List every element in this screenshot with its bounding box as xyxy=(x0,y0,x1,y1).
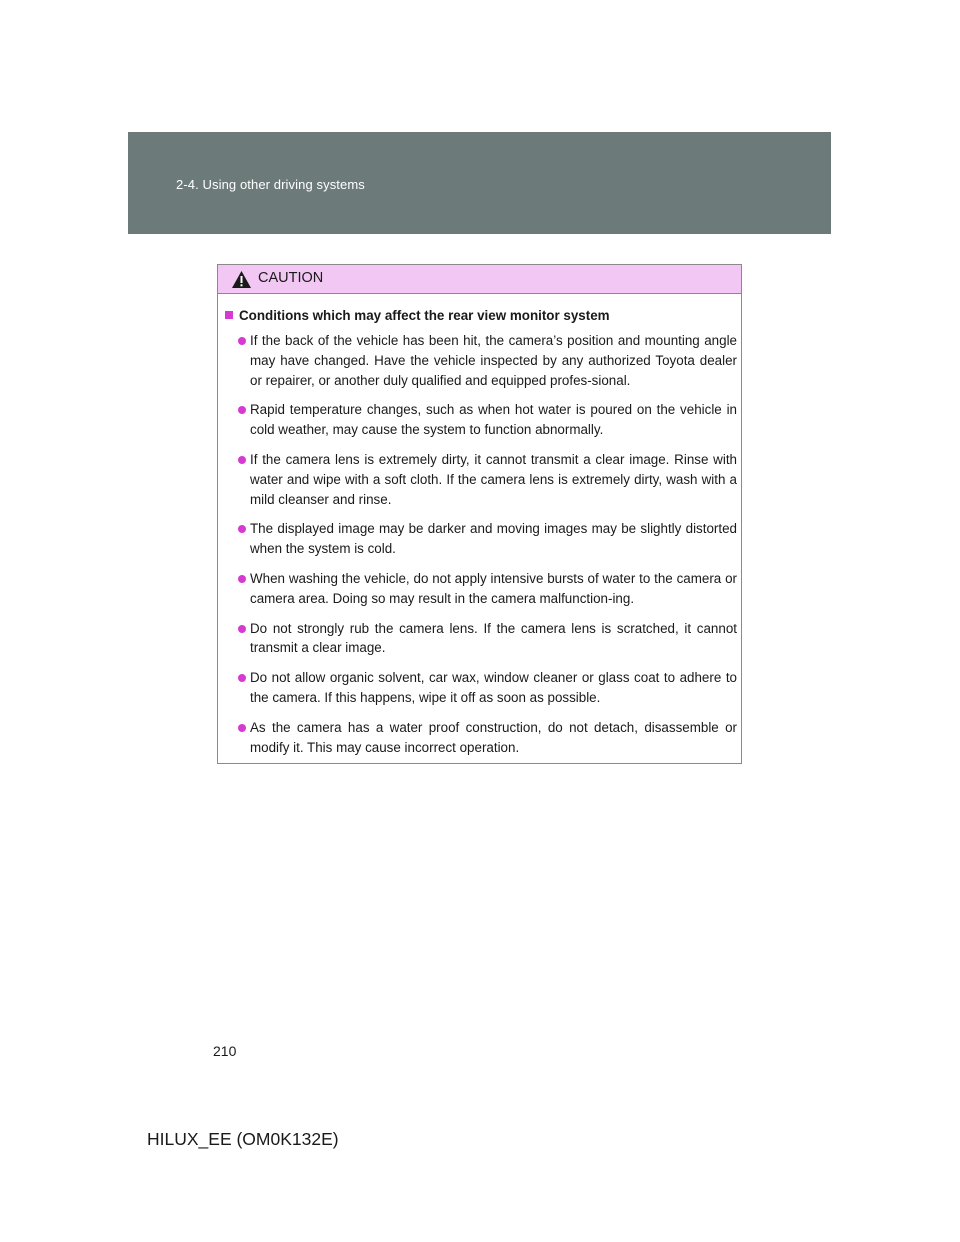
caution-heading-text: Conditions which may affect the rear view monitor system xyxy=(239,308,610,323)
caution-body xyxy=(218,294,741,757)
list-item xyxy=(225,718,737,758)
list-item xyxy=(225,450,737,509)
list-item-text: Do not allow organic solvent, car wax, window cleaner or glass coat to adhere to the camera. If this happens, wipe it off as soon as possible. xyxy=(250,670,737,705)
list-item-text: Rapid temperature changes, such as when hot water is poured on the vehicle in cold weather, may cause the system to function abnormally. xyxy=(250,402,737,438)
list-item xyxy=(225,519,737,559)
list-item xyxy=(225,569,737,609)
bullet-icon xyxy=(238,674,246,682)
list-item-text: If the camera lens is extremely dirty, it cannot transmit a clear image. Rinse with water and wipe with a soft cloth. If the camera lens is extremely dirty, wash with a mild cleanser and rinse. xyxy=(250,451,737,507)
bullet-icon xyxy=(238,625,246,633)
caution-list xyxy=(225,331,737,757)
page-number: 210 xyxy=(213,1043,237,1059)
list-item-text: Do not strongly rub the camera lens. If the camera lens is scratched, it cannot transmit a clear image. xyxy=(250,620,737,656)
caution-title: CAUTION xyxy=(258,270,324,286)
list-item-text: As the camera has a water proof construction, do not detach, disassemble or modify it. This may cause incorrect operation. xyxy=(250,719,737,755)
list-item xyxy=(225,619,737,659)
bullet-icon xyxy=(238,724,246,732)
caution-header xyxy=(218,265,741,294)
list-item xyxy=(225,668,737,708)
list-item-text: If the back of the vehicle has been hit, the camera’s position and mounting angle may have changed. Have the vehicle inspected by any authorized Toyota dealer or repairer, or another duly qualified and equipped profes-sional. xyxy=(250,333,737,388)
caution-heading xyxy=(225,307,737,325)
bullet-icon xyxy=(238,406,246,414)
list-item xyxy=(225,400,737,440)
list-item xyxy=(225,331,737,390)
square-bullet-icon xyxy=(225,311,233,319)
warning-triangle-icon xyxy=(231,270,252,289)
bullet-icon xyxy=(238,575,246,583)
caution-box xyxy=(217,264,742,764)
bullet-icon xyxy=(238,525,246,533)
section-title: 2-4. Using other driving systems xyxy=(176,177,365,192)
manual-code: HILUX_EE (OM0K132E) xyxy=(147,1129,339,1149)
bullet-icon xyxy=(238,456,246,464)
list-item-text: The displayed image may be darker and moving images may be slightly distorted when the system is cold. xyxy=(250,521,737,557)
list-item-text: When washing the vehicle, do not apply intensive bursts of water to the camera or camera area. Doing so may result in the camera malfunction-ing. xyxy=(250,570,737,606)
bullet-icon xyxy=(238,337,246,345)
section-header-band xyxy=(128,132,831,234)
